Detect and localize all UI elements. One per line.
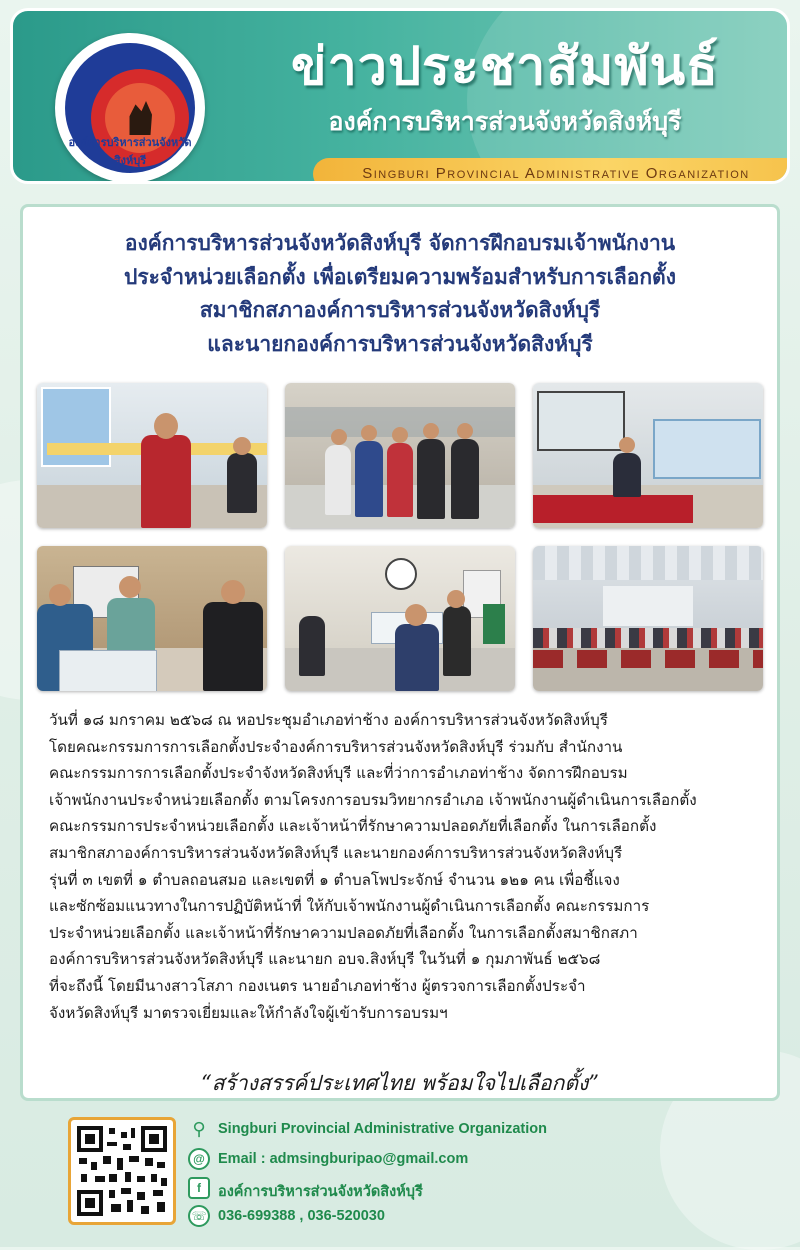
photo-ballot-box[interactable] — [37, 546, 267, 691]
article-line: เจ้าพนักงานประจำหน่วยเลือกตั้ง ตามโครงการอบรมวิทยากรอำเภอ เจ้าพนักงานผู้ดำเนินการเลือกตั้ง — [49, 790, 697, 809]
headline-line: ประจำหน่วยเลือกตั้ง เพื่อเตรียมความพร้อมสำหรับการเลือกตั้ง — [124, 264, 676, 289]
qr-code[interactable] — [68, 1117, 176, 1225]
page-subtitle: องค์การบริหารส่วนจังหวัดสิงห์บุรี — [328, 107, 682, 136]
article-line: และซักซ้อมแนวทางในการปฏิบัติหน้าที่ ให้กับเจ้าพนักงานผู้ดำเนินการเลือกตั้ง คณะกรรมการ — [49, 897, 650, 916]
headline-line: และนายกองค์การบริหารส่วนจังหวัดสิงห์บุรี — [207, 331, 593, 356]
monument-icon — [125, 101, 155, 135]
english-name-banner — [313, 158, 790, 184]
contact-location-text: Singburi Provincial Administrative Organization — [218, 1121, 547, 1137]
email-icon: @ — [188, 1148, 210, 1170]
phone-icon: ☏ — [188, 1205, 210, 1227]
page-title: ข่าวประชาสัมพันธ์ — [291, 37, 719, 97]
article-line: ที่จะถึงนี้ โดยมีนางสาวโสภา กองเนตร นายอำเภอท่าช้าง ผู้ตรวจการเลือกตั้งประจำ — [49, 976, 586, 995]
article-line: คณะกรรมการประจำหน่วยเลือกตั้ง และเจ้าหน้าที่รักษาความปลอดภัยที่เลือกตั้ง ในการเลือกตั้ง — [49, 817, 657, 836]
contact-email-text[interactable]: Email : admsingburipao@gmail.com — [218, 1151, 469, 1167]
headline-line: องค์การบริหารส่วนจังหวัดสิงห์บุรี จัดการฝึกอบรมเจ้าพนักงาน — [124, 231, 676, 255]
contact-phone-text[interactable]: 036-699388 , 036-520030 — [218, 1208, 385, 1224]
article-line: คณะกรรมการการเลือกตั้งประจำจังหวัดสิงห์บุรี และที่ว่าการอำเภอท่าช้าง จัดการฝึกอบรม — [49, 764, 628, 783]
logo-text: องค์การบริหารส่วนจังหวัดสิงห์บุรี — [68, 137, 192, 167]
article-line: องค์การบริหารส่วนจังหวัดสิงห์บุรี และนายก อบจ.สิงห์บุรี ในวันที่ ๑ กุมภาพันธ์ ๒๕๖๘ — [49, 950, 601, 969]
pao-logo — [55, 33, 205, 183]
slogan: “สร้างสรรค์ประเทศไทย พร้อมใจไปเลือกตั้ง” — [201, 1071, 599, 1095]
headline — [23, 227, 777, 361]
qr-code-icon — [77, 1126, 167, 1216]
photo-speaker[interactable] — [37, 383, 267, 528]
contact-facebook-text[interactable]: องค์การบริหารส่วนจังหวัดสิงห์บุรี — [218, 1184, 423, 1200]
facebook-icon: f — [188, 1177, 210, 1199]
location-pin-icon: ⚲ — [192, 1119, 206, 1139]
photo-group[interactable] — [285, 383, 515, 528]
english-name: Singburi Provincial Administrative Organization — [362, 165, 750, 182]
photo-presenter[interactable] — [533, 383, 763, 528]
header-banner — [10, 8, 790, 184]
article-line: โดยคณะกรรมการการเลือกตั้งประจำองค์การบริหารส่วนจังหวัดสิงห์บุรี ร่วมกับ สำนักงาน — [49, 737, 623, 756]
article-line: สมาชิกสภาองค์การบริหารส่วนจังหวัดสิงห์บุรี และนายกองค์การบริหารส่วนจังหวัดสิงห์บุรี — [49, 843, 623, 862]
article-line: จังหวัดสิงห์บุรี มาตรวจเยี่ยมและให้กำลังใจผู้เข้ารับการอบรมฯ — [49, 1003, 448, 1022]
article-body — [49, 707, 757, 1026]
headline-line: สมาชิกสภาองค์การบริหารส่วนจังหวัดสิงห์บุรี — [199, 298, 601, 323]
article-line: ประจำหน่วยเลือกตั้ง และเจ้าหน้าที่รักษาความปลอดภัยที่เลือกตั้ง ในการเลือกตั้งสมาชิกสภา — [49, 923, 638, 942]
article-line: รุ่นที่ ๓ เขตที่ ๑ ตำบลถอนสมอ และเขตที่ ๑ ตำบลโพประจักษ์ จำนวน ๑๒๑ คน เพื่อชี้แจง — [49, 870, 620, 889]
news-card — [20, 204, 780, 1101]
photo-hall-overview[interactable] — [533, 546, 763, 691]
article-line: วันที่ ๑๘ มกราคม ๒๕๖๘ ณ หอประชุมอำเภอท่าช้าง องค์การบริหารส่วนจังหวัดสิงห์บุรี — [49, 711, 608, 729]
photo-polling-station[interactable] — [285, 546, 515, 691]
